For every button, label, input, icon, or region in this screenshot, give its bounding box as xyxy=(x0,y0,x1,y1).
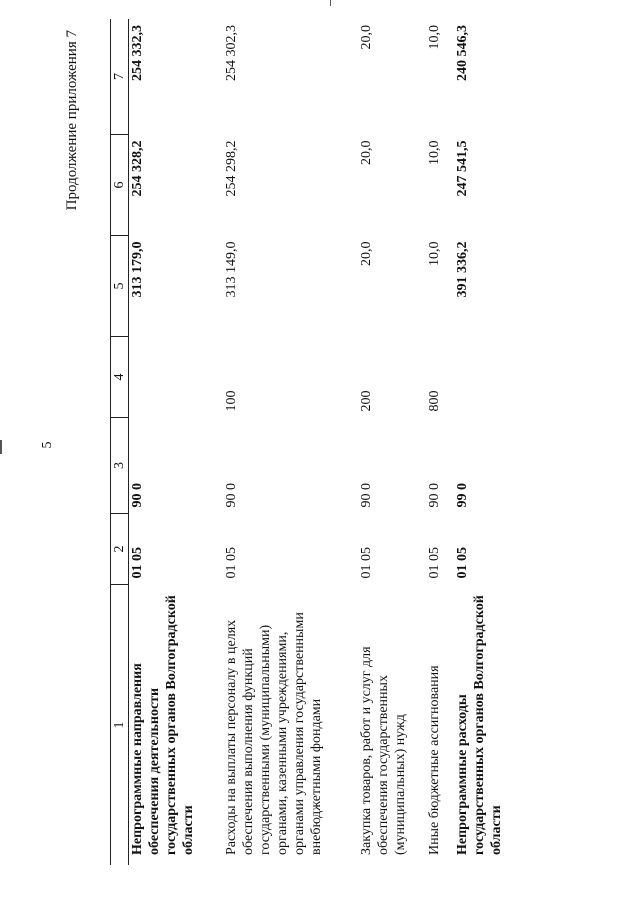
amount-col-5: 20,0 xyxy=(359,241,374,266)
table-row xyxy=(426,19,454,865)
amount-col-7: 240 546,3 xyxy=(455,25,470,81)
table-row xyxy=(358,19,426,865)
expense-type-code: 100 xyxy=(224,390,239,412)
section-code: 01 05 xyxy=(427,547,442,579)
expense-name: Непрограммные расходы государственных органов Волгоградской области xyxy=(455,595,504,855)
target-code: 90 0 xyxy=(427,483,442,508)
amount-col-6: 247 541,5 xyxy=(455,140,470,197)
amount-col-7: 254 302,3 xyxy=(224,25,239,81)
appendix-table xyxy=(110,19,514,865)
expense-name: Непрограммные направления обеспечения деятельности государственных органов Волгоградской области xyxy=(130,595,196,855)
expense-name: Иные бюджетные ассигнования xyxy=(427,665,442,855)
amount-col-7: 254 332,3 xyxy=(130,25,145,81)
table-row xyxy=(129,19,224,865)
section-code: 01 05 xyxy=(455,547,470,579)
section-code: 01 05 xyxy=(224,547,239,579)
appendix-continuation-caption: Продолжение приложения 7 xyxy=(64,30,80,211)
amount-col-7: 10,0 xyxy=(427,25,442,50)
amount-col-5: 313 179,0 xyxy=(130,241,145,298)
amount-col-6: 10,0 xyxy=(427,140,442,165)
target-code: 90 0 xyxy=(130,483,145,508)
header-col-7: 7 xyxy=(111,19,129,135)
amount-col-6: 254 328,2 xyxy=(130,140,145,197)
table-header-row xyxy=(111,19,129,865)
amount-col-5: 313 149,0 xyxy=(224,241,239,298)
header-col-1: 1 xyxy=(111,585,129,866)
page-number: 5 xyxy=(40,441,55,449)
section-code: 01 05 xyxy=(130,547,145,579)
header-col-5: 5 xyxy=(111,236,129,337)
expense-type-code: 800 xyxy=(427,390,442,412)
expense-name: Расходы на выплаты персоналу в целях обеспечения выполнения функций государственными (муниципальными) органами, казенными учреждениями, органами управления государственными внебюджетными фондами xyxy=(224,612,324,855)
header-col-4: 4 xyxy=(111,337,129,418)
header-col-6: 6 xyxy=(111,135,129,236)
expense-name: Закупка товаров, работ и услуг для обеспечения государственных (муниципальных) нужд xyxy=(359,646,408,855)
target-code: 99 0 xyxy=(455,483,470,508)
target-code: 90 0 xyxy=(224,483,239,508)
table-row xyxy=(223,19,358,865)
amount-col-5: 10,0 xyxy=(427,241,442,266)
expense-type-code: 200 xyxy=(359,390,374,412)
header-col-3: 3 xyxy=(111,418,129,514)
expense-type-code xyxy=(129,337,224,418)
target-code: 90 0 xyxy=(359,483,374,508)
table-row xyxy=(454,19,514,865)
amount-col-6: 254 298,2 xyxy=(224,140,239,197)
header-col-2: 2 xyxy=(111,514,129,585)
section-code: 01 05 xyxy=(359,547,374,579)
amount-col-5: 391 336,2 xyxy=(455,241,470,298)
amount-col-6: 20,0 xyxy=(359,140,374,165)
expense-type-code xyxy=(454,337,514,418)
amount-col-7: 20,0 xyxy=(359,25,374,50)
